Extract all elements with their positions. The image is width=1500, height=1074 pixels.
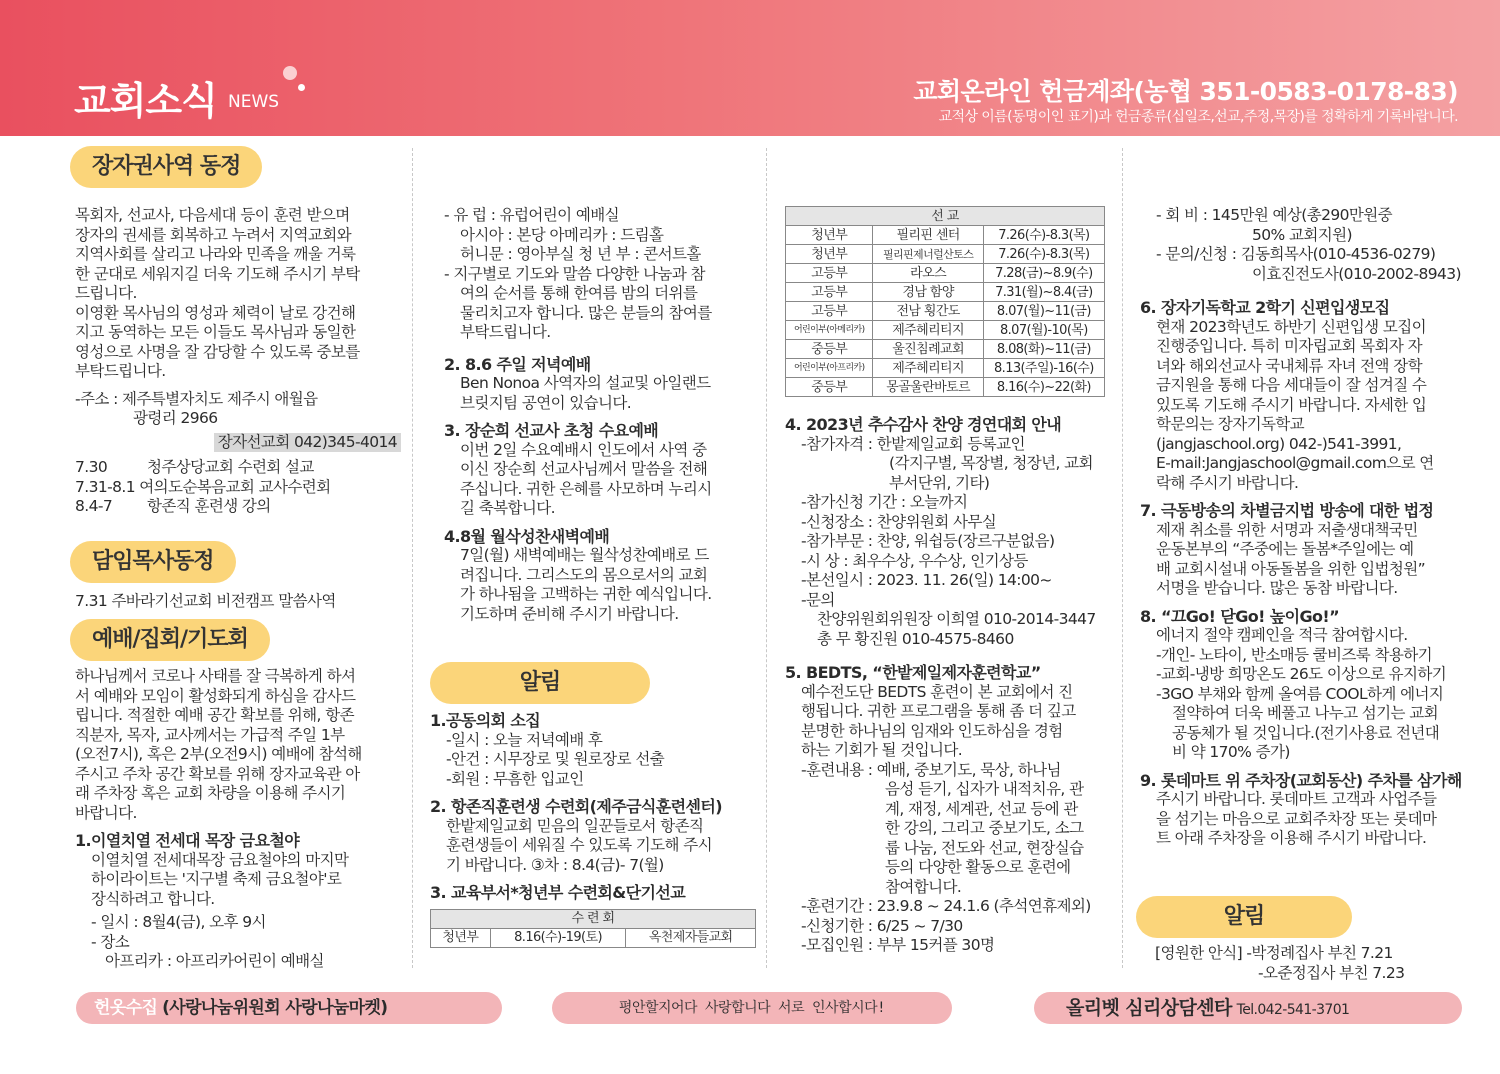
- table-row: [431, 928, 756, 947]
- header-banner: [0, 0, 1500, 136]
- text-line: 물리치고자 합니다. 많은 분들의 참여를: [460, 303, 712, 322]
- text-line: 한밭제일교회 믿음의 일꾼들로서 항존직: [446, 816, 704, 835]
- text-line: 에너지 절약 캠페인을 적극 참여합시다.: [1156, 626, 1408, 644]
- text-line: -문의: [801, 590, 835, 609]
- text-line: 기 바랍니다. ③차 : 8.4(금)- 7(월): [446, 855, 664, 874]
- table-row: [786, 226, 1105, 245]
- text-line: 아시아 : 본당 아메리카 : 드림홀: [460, 225, 664, 244]
- table-cell: 8.07(월)~11(금): [983, 302, 1104, 321]
- text-line: - 회 비 : 145만원 예상(총290만원중: [1156, 206, 1392, 224]
- phone-badge: 장자선교회 042)345-4014: [214, 433, 401, 453]
- text-line: [430, 817, 756, 876]
- text-line: (각지구별, 목장별, 청장년, 교회: [889, 454, 1093, 472]
- footer-counseling: [1034, 992, 1462, 1024]
- item-heading: 9. 롯데마트 위 주차장(교회동산) 주차를 삼가해: [1140, 770, 1462, 790]
- column-divider: [1122, 148, 1123, 968]
- text-line: 을 섬기는 마음으로 교회주차장 또는 롯데마: [1156, 809, 1437, 828]
- decor-dot-small-icon: [298, 84, 305, 91]
- table-cell: 옥천제자들교회: [626, 928, 756, 947]
- text-line: 예수전도단 BEDTS 훈련이 본 교회에서 진: [801, 682, 1073, 701]
- text-line: 지역사회를 살리고 나라와 민족을 깨울 거룩: [75, 245, 356, 263]
- text-line: -신청장소 : 찬양위원회 사무실: [801, 512, 997, 531]
- account-note: 교적상 이름(동명이인 표기)과 헌금종류(십일조,선교,주정,목장)를 정확하게 기록바랍니다.: [938, 109, 1458, 125]
- table-row: [786, 359, 1105, 378]
- text-line: -3GO 부채와 함께 올여름 COOL하게 에너지: [1156, 684, 1444, 703]
- table-cell: 어린이부(아메리카): [786, 321, 873, 340]
- text-line: - 장소: [91, 932, 130, 951]
- table-cell: 8.16(수)~22(화): [983, 378, 1104, 397]
- section-pill-notice-2: 알림: [1136, 896, 1352, 938]
- text-line: 바랍니다.: [75, 803, 137, 822]
- mission-table: [785, 206, 1105, 397]
- text-line: -일시 : 오늘 저녁예배 후: [446, 730, 603, 749]
- condolence-notice: [1155, 944, 1465, 983]
- text-line: 주시기 바랍니다. 롯데마트 고객과 사업주들: [1156, 790, 1437, 808]
- item-heading: 7. 극동방송의 차별금지법 방송에 대한 법정: [1140, 501, 1434, 520]
- text-line: Tel.042-541-3701: [1236, 1002, 1350, 1018]
- text-line: 녀와 해외선교사 국내체류 자녀 전액 장학: [1156, 356, 1422, 375]
- text-line: 드립니다.: [75, 284, 137, 302]
- text-line: 립니다. 적절한 예배 공간 확보를 위해, 항존: [75, 706, 354, 724]
- table-cell: 필리핀제너럴산토스: [873, 245, 983, 264]
- section-pill-jangja: 장자권사역 동정: [70, 146, 262, 188]
- text-line: 가 하나됨을 고백하는 귀한 예식입니다.: [460, 585, 712, 603]
- table-cell: 울진침례교회: [873, 340, 983, 359]
- text-line: 주십니다. 귀한 은혜를 사모하며 누리시: [460, 479, 712, 498]
- item-heading: 2. 8.6 주일 저녁예배: [444, 354, 591, 374]
- text-line: [75, 458, 401, 478]
- text-line: 있도록 기도해 주시기 바랍니다. 자세한 입: [1156, 395, 1427, 414]
- text-line: 7.30: [75, 458, 108, 476]
- text-line: [영원한 안식] -박정례집사 부친 7.21: [1155, 944, 1393, 962]
- table-row: [786, 264, 1105, 283]
- item-heading: 5. BEDTS, “한밭제일제자훈련학교”: [785, 663, 1041, 682]
- table-cell: 제주헤리티지: [873, 321, 983, 340]
- text-line: -참가자격 : 한밭제일교회 등록교인: [801, 434, 1025, 453]
- table-row: [786, 302, 1105, 321]
- schedule-list: [75, 458, 401, 517]
- text-line: 하이라이트는 '지구별 축제 금요철야'로: [91, 870, 342, 888]
- text-line: 락해 주시기 바랍니다.: [1156, 473, 1299, 492]
- column-2: [444, 206, 756, 624]
- item-heading: 8. “끄Go! 닫Go! 높이Go!”: [1140, 606, 1340, 626]
- text-line: [785, 683, 1105, 956]
- text-line: 절약하여 더욱 베풀고 나누고 섬기는 교회: [1172, 704, 1438, 722]
- text-line: 트 아래 주차장을 이용해 주시기 바랍니다.: [1156, 829, 1427, 847]
- section-pill-pastor: 담임목사동정: [70, 541, 236, 583]
- text-line: 부탁드립니다.: [460, 323, 551, 341]
- text-line: [444, 546, 756, 624]
- worship-section: [75, 667, 401, 972]
- column-divider: [412, 148, 413, 968]
- text-line: 운동본부의 “주중에는 돌봄*주일에는 예: [1156, 540, 1414, 558]
- notice-section: [430, 711, 756, 948]
- text-line: 한 군대로 세워지길 더욱 기도해 주시기 부탁: [75, 264, 360, 283]
- retreat-table: [430, 909, 756, 948]
- table-cell: 고등부: [786, 302, 873, 321]
- footer-greeting: 평안할지어다 사랑합니다 서로 인사합시다!: [552, 992, 952, 1024]
- text-line: - 일시 : 8월4(금), 오후 9시: [91, 913, 266, 931]
- item-heading: 3. 장순희 선교사 초청 수요예배: [444, 421, 659, 440]
- table-cell: 8.16(수)-19(토): [490, 928, 626, 947]
- text-line: 브릿지팀 공연이 있습니다.: [460, 393, 632, 412]
- text-line: 행됩니다. 귀한 프로그램을 통해 좀 더 깊고: [801, 702, 1076, 720]
- text-line: [444, 441, 756, 519]
- text-line: -시 상 : 최우수상, 우수상, 인기상등: [801, 551, 1028, 570]
- text-line: E-mail:Jangjaschool@gmail.com으로 연: [1156, 454, 1434, 472]
- table-cell: 고등부: [786, 264, 873, 283]
- text-line: -참가부문 : 찬양, 워쉽등(장르구분없음): [801, 532, 1055, 550]
- table-row: [786, 245, 1105, 264]
- text-line: 아프리카 : 아프리카어린이 예배실: [105, 952, 324, 970]
- table-cell: 어린이부(아프리카): [786, 359, 873, 378]
- text-line: 이열치열 전세대목장 금요철야의 마지막: [91, 850, 349, 869]
- text-line: 허니문 : 영아부실 청 년 부 : 콘서트홀: [460, 245, 701, 263]
- text-line: [1140, 318, 1465, 494]
- text-line: 헌옷수집: [94, 998, 158, 1018]
- table-cell: 선 교: [786, 207, 1105, 226]
- text-line: -참가신청 기간 : 오늘까지: [801, 493, 968, 511]
- table-row: [786, 321, 1105, 340]
- text-line: Ben Nonoa 사역자의 설교및 아일랜드: [460, 374, 711, 392]
- text-line: - 유 럽 : 유럽어린이 예배실: [444, 206, 619, 224]
- item-heading: 3. 교육부서*청년부 수련회&단기선교: [430, 883, 686, 902]
- table-cell: 중등부: [786, 378, 873, 397]
- column-divider: [766, 148, 767, 968]
- text-line: 금지원을 통해 다음 세대들이 잘 섬겨질 수: [1156, 376, 1427, 394]
- text-line: 여의도순복음교회 교사수련회: [139, 477, 331, 496]
- item-heading: 1.이열치열 전세대 목장 금요철야: [75, 831, 300, 850]
- text-line: 이효진전도사(010-2002-8943): [1252, 264, 1461, 283]
- text-line: - 문의/신청 : 김동희목사(010-4536-0279): [1156, 245, 1436, 263]
- text-line: -개인- 노타이, 반소매등 쿨비즈룩 착용하기: [1156, 645, 1432, 664]
- item-heading: 1.공동의회 소집: [430, 711, 541, 730]
- table-cell: 7.31(월)~8.4(금): [983, 283, 1104, 302]
- text-line: 올리벳 심리상담센타: [1066, 997, 1232, 1019]
- text-line: 영성으로 사명을 잘 감당할 수 있도록 중보를: [75, 342, 360, 361]
- text-line: 공동체가 될 것입니다.(전기사용료 전년대: [1172, 723, 1440, 742]
- text-line: 서 예배와 모임이 활성화되게 하심을 감사드: [75, 686, 356, 705]
- table-cell: 몽골울란바토르: [873, 378, 983, 397]
- address: -주소 : 제주특별자치도 제주시 애월읍: [75, 389, 318, 408]
- text-line: -교회-냉방 희망온도 26도 이상으로 유지하기: [1156, 665, 1447, 683]
- text-line: [1140, 790, 1465, 849]
- text-line: 서명을 받습니다. 많은 동참 바랍니다.: [1156, 579, 1398, 597]
- text-line: 하는 기회가 될 것입니다.: [801, 741, 963, 759]
- text-line: (사랑나눔위원회 사랑나눔마켓): [162, 998, 388, 1018]
- text-line: 지고 동역하는 모든 이들도 목사님과 동일한: [75, 323, 356, 341]
- table-cell: 7.26(수)-8.3(목): [983, 245, 1104, 264]
- text-line: [430, 731, 756, 790]
- table-cell: 청년부: [786, 245, 873, 264]
- item-heading: 6. 장자기독학교 2학기 신편입생모집: [1140, 298, 1390, 317]
- text-line: 기도하며 준비해 주시기 바랍니다.: [460, 604, 679, 623]
- text-line: 려집니다. 그리스도의 몸으로서의 교회: [460, 565, 708, 584]
- table-cell: 라오스: [873, 264, 983, 283]
- pastor-schedule: 7.31 주바라기선교회 비전캠프 말씀사역: [75, 592, 336, 610]
- text-line: -본선일시 : 2023. 11. 26(일) 14:00~: [801, 571, 1052, 589]
- table-cell: 청년부: [431, 928, 491, 947]
- text-line: 등의 다양한 활동으로 훈련에: [885, 858, 1071, 876]
- text-line: 장식하려고 합니다.: [91, 889, 215, 908]
- text-line: 총 무 황진원 010-4575-8460: [817, 629, 1014, 648]
- text-line: [1140, 626, 1465, 763]
- table-cell: 7.28(금)~8.9(수): [983, 264, 1104, 283]
- text-line: -훈련기간 : 23.9.8 ~ 24.1.6 (추석연휴제외): [801, 897, 1091, 915]
- text-line: 진행중입니다. 특히 미자립교회 목회자 자: [1156, 337, 1422, 355]
- text-line: 룹 나눔, 전도와 선교, 현장실습: [885, 838, 1084, 857]
- text-line: 참여합니다.: [885, 877, 962, 896]
- text-line: 부서단위, 기타): [889, 473, 990, 492]
- text-line: [75, 433, 401, 453]
- item-heading: 4. 2023년 추수감사 찬양 경연대회 안내: [785, 415, 1062, 434]
- footer-clothes-banner: [76, 992, 502, 1024]
- text-line: (jangjaschool.org) 042-)541-3991,: [1156, 434, 1402, 453]
- text-line: 7일(월) 새벽예배는 월삭성찬예배로 드: [460, 546, 709, 564]
- text-line: 래 주차장 혹은 교회 차량을 이용해 주시기: [75, 784, 346, 802]
- table-cell: 8.07(월)-10(목): [983, 321, 1104, 340]
- text-line: 제재 취소를 위한 서명과 저출생대책국민: [1156, 520, 1418, 539]
- text-line: [785, 435, 1105, 650]
- text-line: [444, 374, 756, 413]
- section-pill-worship: 예배/집회/기도회: [70, 619, 270, 661]
- table-row: [786, 340, 1105, 359]
- text-line: -훈련내용 : 예배, 중보기도, 묵상, 하나님: [801, 760, 1061, 779]
- page-title-en: NEWS: [228, 92, 280, 112]
- table-cell: 8.13(주일)-16(수): [983, 359, 1104, 378]
- item-heading: 4.8월 월삭성찬새벽예배: [444, 526, 610, 546]
- table-row: [786, 378, 1105, 397]
- text-line: -모집인원 : 부부 15커플 30명: [801, 936, 995, 954]
- text-line: -오준정집사 부친 7.23: [1258, 963, 1405, 982]
- text-line: 이신 장순희 선교사님께서 말씀을 전해: [460, 460, 708, 478]
- text-line: (오전7시), 혹은 2부(오전9시) 예배에 참석해: [75, 745, 362, 763]
- text-line: 배 교회시설내 아동돌봄을 위한 입법청원”: [1156, 559, 1426, 578]
- text-line: [75, 851, 401, 972]
- column-4: [1140, 206, 1465, 849]
- table-cell: 청년부: [786, 226, 873, 245]
- text-line: 찬양위원회위원장 이희열 010-2014-3447: [817, 610, 1096, 628]
- text-line: 계, 재정, 세계관, 선교 등에 관: [885, 799, 1078, 818]
- text-line: 한 강의, 그리고 중보기도, 소그: [885, 819, 1084, 837]
- text-line: 하나님께서 코로나 사태를 잘 극복하게 하셔: [75, 667, 356, 685]
- text-line: [1140, 521, 1465, 599]
- address-line2: 광령리 2966: [133, 409, 218, 427]
- table-cell: 전남 횡간도: [873, 302, 983, 321]
- text-line: 훈련생들이 세워질 수 있도록 기도해 주시: [446, 836, 712, 854]
- text-line: 청주상당교회 수련회 설교: [147, 458, 314, 476]
- decor-dot-icon: [283, 66, 297, 80]
- text-line: 목회자, 선교사, 다음세대 등이 훈련 받으며: [75, 206, 350, 224]
- text-line: 장자의 권세를 회복하고 누려서 지역교회와: [75, 225, 352, 244]
- page-title: 교회소식: [74, 79, 217, 123]
- item-heading: 2. 항존직훈련생 수련회(제주금식훈련센터): [430, 797, 722, 816]
- column-1: [75, 206, 401, 517]
- text-line: 50% 교회지원): [1252, 225, 1352, 244]
- text-line: 음성 듣기, 십자가 내적치유, 관: [885, 780, 1084, 798]
- table-cell: 필리핀 센터: [873, 226, 983, 245]
- table-cell: 중등부: [786, 340, 873, 359]
- text-line: 주시고 주차 공간 확보를 위해 장자교육관 아: [75, 764, 360, 783]
- table-cell: 8.08(화)~11(금): [983, 340, 1104, 359]
- text-line: 학문의는 장자기독학교: [1156, 415, 1305, 433]
- account-info: 교회온라인 헌금계좌(농협 351-0583-0178-83): [913, 77, 1458, 106]
- table-cell: 경남 함양: [873, 283, 983, 302]
- text-line: 8.4-7: [75, 497, 113, 515]
- text-line: -회원 : 무흠한 입교인: [446, 769, 584, 788]
- table-cell: 수 련 회: [431, 909, 756, 928]
- table-cell: 제주헤리티지: [873, 359, 983, 378]
- text-line: 부탁드립니다.: [75, 362, 166, 380]
- section-pill-notice: 알림: [430, 662, 650, 704]
- text-line: -신청기한 : 6/25 ~ 7/30: [801, 916, 963, 935]
- text-line: [75, 497, 401, 517]
- text-line: 길 축복합니다.: [460, 499, 555, 517]
- text-line: 현재 2023학년도 하반기 신편입생 모집이: [1156, 317, 1426, 336]
- text-line: 여의 순서를 통해 한여름 밤의 더위를: [460, 284, 698, 302]
- text-line: 비 약 170% 증가): [1172, 743, 1290, 761]
- text-line: 이영환 목사님의 영성과 체력이 날로 강건해: [75, 303, 356, 322]
- text-line: 항존직 훈련생 강의: [147, 497, 271, 515]
- text-line: 이번 2일 수요예배시 인도에서 사역 중: [460, 440, 707, 459]
- table-row: [786, 283, 1105, 302]
- jangja-intro: [75, 206, 401, 382]
- text-line: - 지구별로 기도와 말씀 다양한 나눔과 참: [444, 264, 705, 283]
- text-line: 7.31-8.1: [75, 477, 135, 496]
- column-3: [785, 206, 1105, 956]
- text-line: 분명한 하나님의 임재와 인도하심을 경험: [801, 721, 1063, 740]
- text-line: -안건 : 시무장로 및 원로장로 선출: [446, 750, 665, 768]
- table-cell: 고등부: [786, 283, 873, 302]
- table-cell: 7.26(수)-8.3(목): [983, 226, 1104, 245]
- text-line: 직분자, 목자, 교사께서는 가급적 주일 1부: [75, 725, 345, 744]
- text-line: [75, 478, 401, 498]
